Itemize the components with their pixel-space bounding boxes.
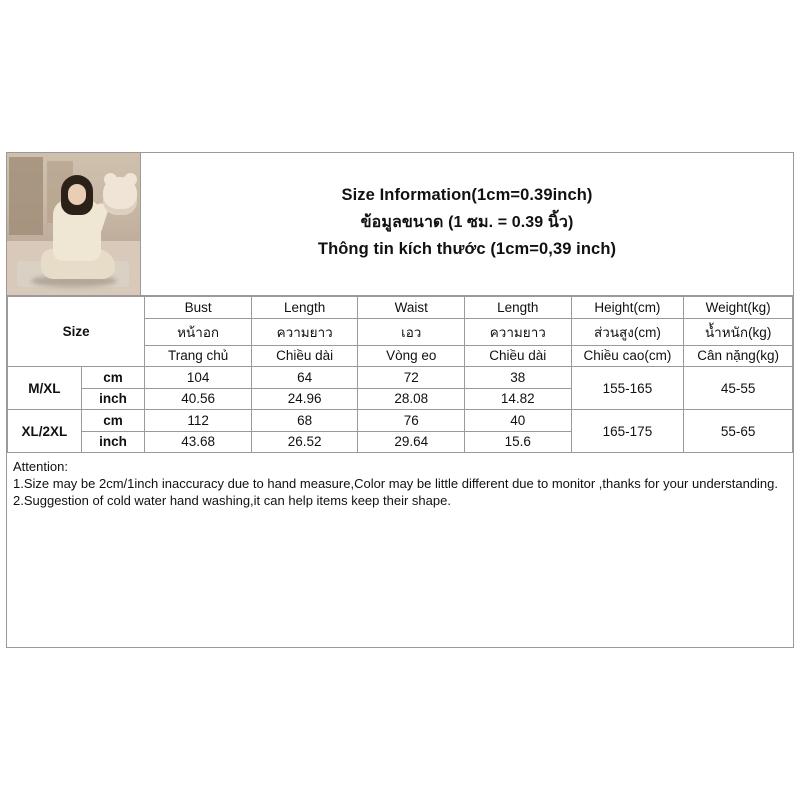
size-header-cell: Size [8,297,145,367]
table-row-header-en [8,297,793,319]
header-length-en: Length [251,297,358,319]
product-photo [7,153,141,295]
header-height-en: Height(cm) [571,297,684,319]
title-block [141,153,793,295]
cell-waist-inch-1: 28.08 [358,388,465,410]
header-waist-en: Waist [358,297,465,319]
cell-bust-inch-1: 40.56 [145,388,252,410]
header-length-vi: Chiều dài [251,345,358,367]
size-chart-sheet [6,152,794,648]
header-bust-th: หน้าอก [145,318,252,345]
cell-height-1: 155-165 [571,367,684,410]
attention-note-2: 2.Suggestion of cold water hand washing,it can help items keep their shape. [13,493,451,508]
cell-length-cm-1: 64 [251,367,358,389]
photo-door-left [9,157,43,235]
cell-bust-cm-2: 112 [145,410,252,432]
cell-bust-cm-1: 104 [145,367,252,389]
size-table [7,296,793,453]
cell-height-2: 165-175 [571,410,684,453]
photo-plush-toy [103,177,137,215]
cell-length-cm-2: 68 [251,410,358,432]
row-size-name-1: M/XL [8,367,82,410]
header-height-th: ส่วนสูง(cm) [571,318,684,345]
header-height-vi: Chiều cao(cm) [571,345,684,367]
header-bust-en: Bust [145,297,252,319]
header-waist-vi: Vòng eo [358,345,465,367]
table-row [8,410,793,432]
cell-length2-cm-1: 38 [465,367,572,389]
row-unit-inch-1: inch [81,388,145,410]
cell-length2-inch-1: 14.82 [465,388,572,410]
cell-length-inch-1: 24.96 [251,388,358,410]
cell-waist-cm-1: 72 [358,367,465,389]
cell-waist-cm-2: 76 [358,410,465,432]
header-weight-en: Weight(kg) [684,297,793,319]
header-length2-en: Length [465,297,572,319]
header-band [7,153,793,296]
cell-length-inch-2: 26.52 [251,431,358,453]
row-unit-inch-2: inch [81,431,145,453]
header-waist-th: เอว [358,318,465,345]
header-weight-vi: Cân nặng(kg) [684,345,793,367]
row-size-name-2: XL/2XL [8,410,82,453]
attention-note-1: 1.Size may be 2cm/1inch inaccuracy due to hand measure,Color may be little different due to monitor ,thanks for your understanding. [13,476,779,491]
row-unit-cm-2: cm [81,410,145,432]
title-vietnamese: Thông tin kích thước (1cm=0,39 inch) [317,239,617,258]
table-row [8,367,793,389]
cell-length2-inch-2: 15.6 [465,431,572,453]
cell-bust-inch-2: 43.68 [145,431,252,453]
header-weight-th: น้ำหนัก(kg) [684,318,793,345]
header-length2-vi: Chiều dài [465,345,572,367]
header-bust-vi: Trang chủ [145,345,252,367]
attention-heading: Attention: [13,459,68,474]
attention-block [7,453,793,517]
title-english: Size Information(1cm=0.39inch) [341,185,593,204]
title-thai: ข้อมูลขนาด (1 ซม. = 0.39 นิ้ว) [360,213,574,231]
cell-length2-cm-2: 40 [465,410,572,432]
header-length2-th: ความยาว [465,318,572,345]
row-unit-cm-1: cm [81,367,145,389]
cell-weight-1: 45-55 [684,367,793,410]
cell-weight-2: 55-65 [684,410,793,453]
photo-model-face [68,184,86,205]
cell-waist-inch-2: 29.64 [358,431,465,453]
header-length-th: ความยาว [251,318,358,345]
